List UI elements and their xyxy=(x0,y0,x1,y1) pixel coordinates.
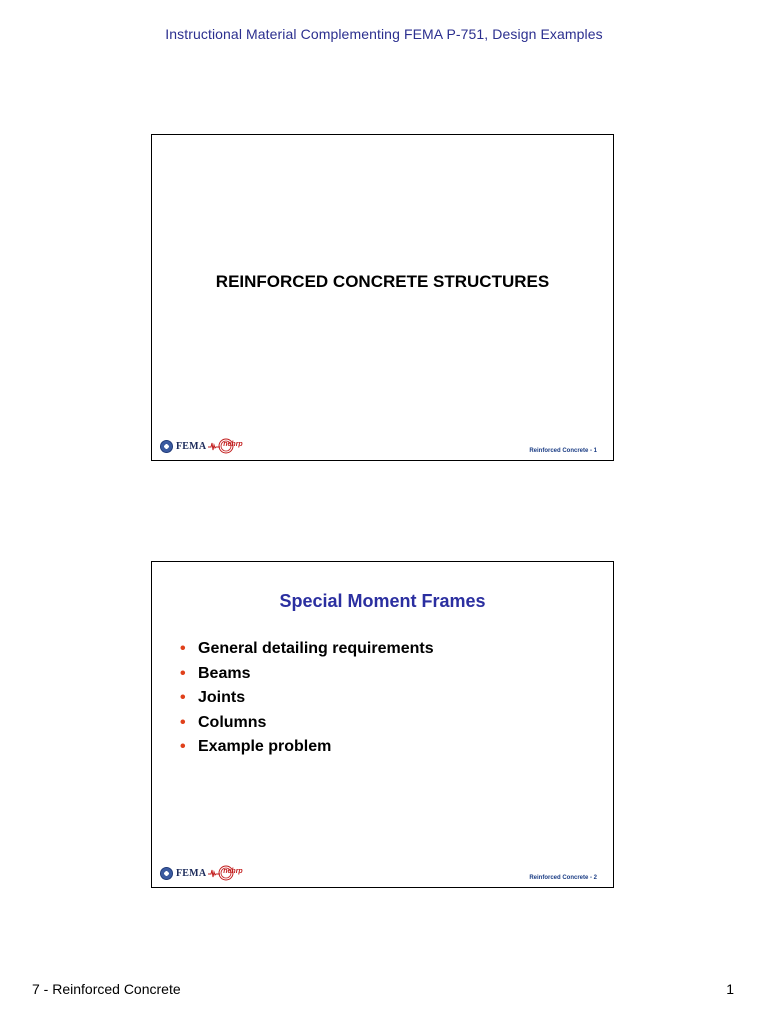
fema-logo-text: FEMA xyxy=(176,867,207,879)
fema-seal-icon xyxy=(160,867,173,880)
slide-2 xyxy=(151,561,614,888)
slide-1-logos xyxy=(160,438,242,454)
bullet-dot-icon: • xyxy=(180,689,186,706)
nehrp-logo-icon xyxy=(218,865,242,881)
slide-1-title: REINFORCED CONCRETE STRUCTURES xyxy=(215,272,550,291)
bullet-dot-icon: • xyxy=(180,640,186,657)
nehrp-logo-text: nehrp xyxy=(223,441,243,448)
slide-2-title: Special Moment Frames xyxy=(279,591,486,611)
bullet-text: Beams xyxy=(198,664,251,682)
bullet-text: Joints xyxy=(198,689,246,706)
list-item xyxy=(180,689,434,714)
bullet-text: General detailing requirements xyxy=(198,640,434,657)
nehrp-logo-text: nehrp xyxy=(223,868,243,875)
bullet-list xyxy=(180,640,434,763)
slide-2-footer: Reinforced Concrete - 2 xyxy=(529,875,597,881)
list-item xyxy=(180,665,434,690)
slide-1-footer: Reinforced Concrete - 1 xyxy=(529,448,597,454)
chapter-footer: 7 - Reinforced Concrete xyxy=(32,981,181,997)
document-header: Instructional Material Complementing FEMA P-751, Design Examples xyxy=(165,26,603,42)
bullet-dot-icon: • xyxy=(180,713,186,731)
fema-seal-icon xyxy=(160,440,173,453)
bullet-dot-icon: • xyxy=(180,738,186,755)
list-item xyxy=(180,640,434,665)
page-number: 1 xyxy=(726,981,734,997)
slide-2-logos xyxy=(160,865,242,881)
fema-logo-text: FEMA xyxy=(176,440,207,452)
bullet-dot-icon: • xyxy=(180,664,186,682)
nehrp-logo-icon xyxy=(218,438,242,454)
bullet-text: Columns xyxy=(198,713,267,731)
list-item xyxy=(180,714,434,739)
slide-1 xyxy=(151,134,614,461)
list-item xyxy=(180,738,434,763)
bullet-text: Example problem xyxy=(198,738,332,755)
